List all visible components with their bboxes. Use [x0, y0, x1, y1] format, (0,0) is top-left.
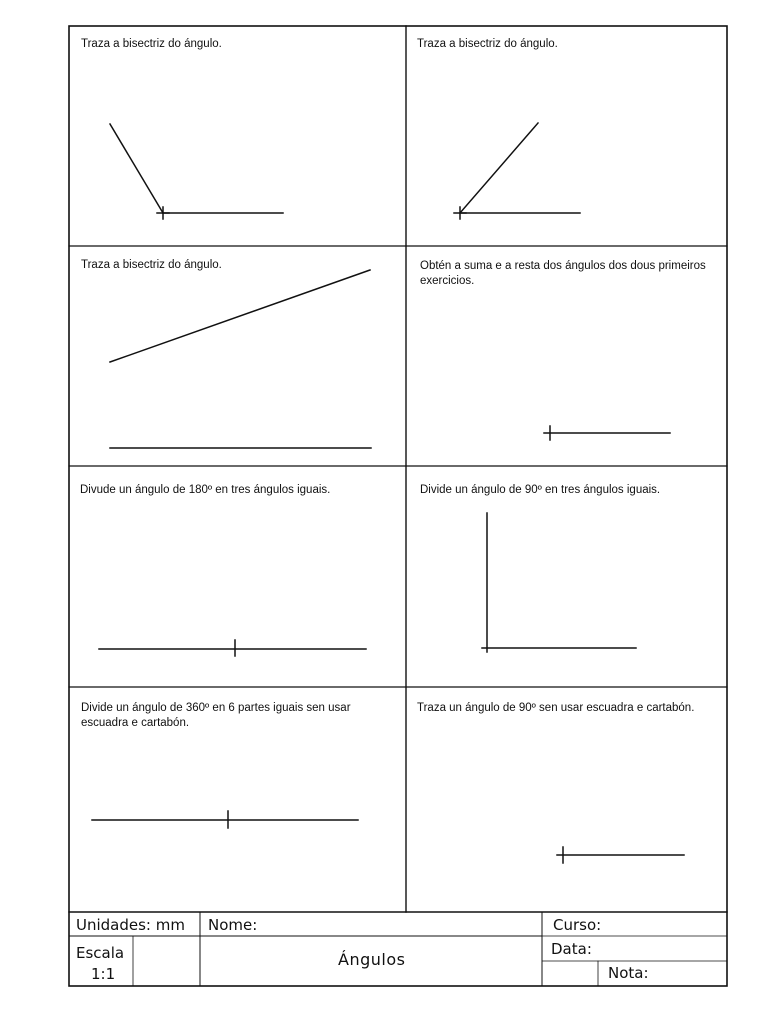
- date-label: Data:: [551, 940, 592, 958]
- exercise-5-instruction: Divude un ángulo de 180º en tres ángulos iguais.: [80, 484, 331, 496]
- exercise-6-instruction: Divide un ángulo de 90º en tres ángulos iguais.: [420, 484, 661, 496]
- exercise-3-lines: [110, 270, 371, 448]
- units-label: Unidades: mm: [76, 916, 185, 934]
- exercise-1-instruction: Traza a bisectriz do ángulo.: [81, 38, 222, 50]
- exercise-7-line: [92, 811, 358, 828]
- exercise-4-instruction: Obtén a suma e a resta dos ángulos dos dous primeiros exercicios.: [420, 260, 706, 287]
- exercise-3-instruction: Traza a bisectriz do ángulo.: [81, 259, 222, 271]
- exercise-2-instruction: Traza a bisectriz do ángulo.: [417, 38, 558, 50]
- exercise-6-right-angle: [482, 513, 636, 652]
- exercise-2-angle: [454, 123, 580, 219]
- exercise-5-line: [99, 640, 366, 656]
- grade-label: Nota:: [608, 964, 649, 982]
- course-label: Curso:: [553, 916, 602, 934]
- exercise-4-segment: [544, 426, 670, 440]
- exercise-7-instruction: Divide un ángulo de 360º en 6 partes iguais sen usar escuadra e cartabón.: [81, 702, 351, 729]
- exercise-8-segment: [557, 847, 684, 863]
- sheet-frame: [69, 26, 727, 986]
- scale-label: Escala: [76, 944, 125, 962]
- exercise-1-angle: [110, 124, 283, 219]
- drawing-title: Ángulos: [338, 950, 406, 969]
- scale-value: 1:1: [91, 965, 116, 983]
- name-label: Nome:: [208, 916, 258, 934]
- exercise-8-instruction: Traza un ángulo de 90º sen usar escuadra e cartabón.: [417, 702, 695, 714]
